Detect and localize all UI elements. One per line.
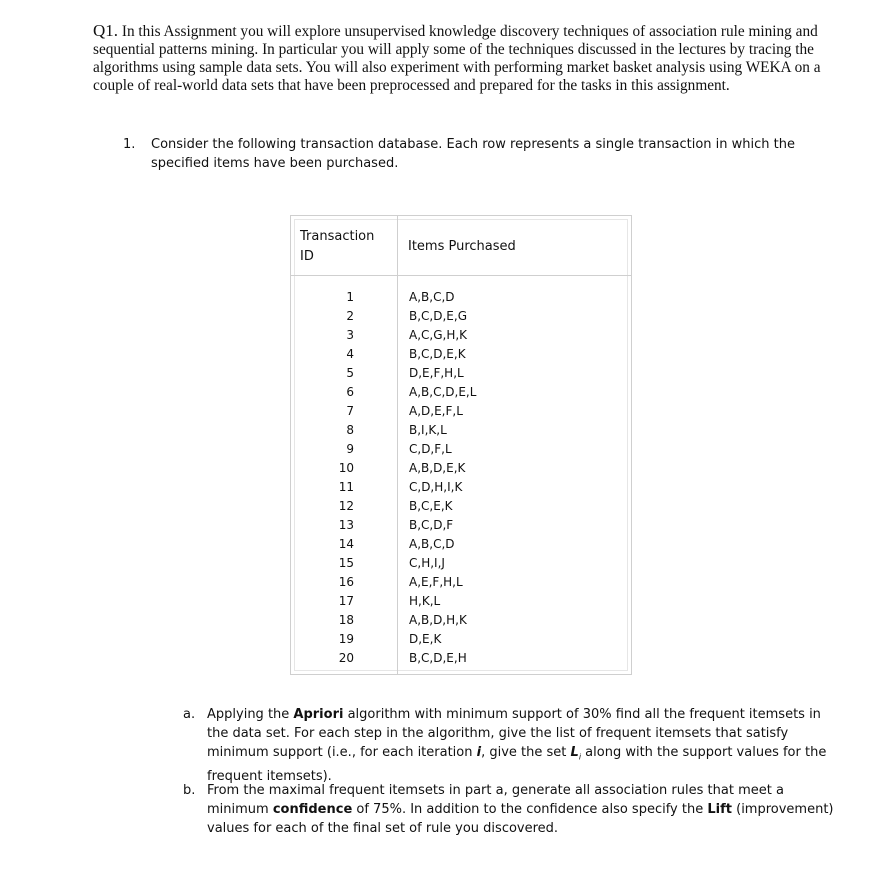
transaction-id-cell: 14 (338, 537, 354, 551)
items-column (409, 288, 476, 668)
transaction-id-column (310, 288, 354, 668)
item-1-number: 1. (123, 137, 136, 152)
items-cell: D,E,F,H,L (409, 366, 464, 380)
items-cell: B,C,D,E,K (409, 347, 466, 361)
items-cell: A,C,G,H,K (409, 328, 468, 342)
part-a-label: a. (183, 707, 196, 722)
items-cell: B,I,K,L (409, 423, 447, 437)
header-divider (290, 275, 632, 276)
transaction-id-cell: 20 (338, 651, 354, 665)
items-cell: A,B,D,H,K (409, 613, 467, 627)
transaction-id-cell: 19 (338, 632, 354, 646)
question-intro (93, 22, 833, 95)
items-cell: B,C,D,F (409, 518, 454, 532)
items-cell: C,H,I,J (409, 556, 445, 570)
transaction-id-cell: 11 (338, 480, 354, 494)
lift-term: Lift (707, 802, 732, 817)
transaction-id-cell: 15 (338, 556, 354, 570)
transaction-id-cell: 6 (346, 385, 354, 399)
set-l: L (570, 745, 579, 760)
items-cell: A,B,C,D (409, 537, 455, 551)
items-cell: B,C,D,E,G (409, 309, 467, 323)
item-1-text: Consider the following transaction database. Each row represents a single transaction in which the specified items have been purchased. (151, 137, 795, 171)
transaction-id-cell: 9 (346, 442, 354, 456)
part-b-label: b. (183, 783, 196, 798)
transaction-id-cell: 4 (346, 347, 354, 361)
column-divider (397, 215, 398, 675)
transaction-id-cell: 10 (338, 461, 354, 475)
transaction-table (290, 215, 632, 675)
items-cell: H,K,L (409, 594, 441, 608)
items-cell: A,B,C,D,E,L (409, 385, 477, 399)
items-cell: B,C,E,K (409, 499, 453, 513)
transaction-id-cell: 5 (346, 366, 354, 380)
transaction-id-cell: 2 (346, 309, 354, 323)
transaction-id-cell: 1 (346, 290, 354, 304)
items-cell: A,E,F,H,L (409, 575, 463, 589)
header-transaction-id: Transaction ID (300, 229, 375, 264)
question-intro-text: In this Assignment you will explore unsupervised knowledge discovery techniques of association rule mining and sequential patterns mining. In particular you will apply some of the techniques discussed in the lectures by tracing the algorithms using sample data sets. You will also experiment with performing market basket analysis using WEKA on a couple of real-world data sets that have been preprocessed and prepared for the tasks in this assignment. (93, 23, 821, 94)
items-cell: D,E,K (409, 632, 442, 646)
transaction-id-cell: 17 (338, 594, 354, 608)
items-cell: B,C,D,E,H (409, 651, 467, 665)
question-label: Q1. (93, 21, 119, 40)
transaction-id-cell: 8 (346, 423, 354, 437)
transaction-id-cell: 3 (346, 328, 354, 342)
transaction-id-cell: 12 (338, 499, 354, 513)
items-cell: C,D,H,I,K (409, 480, 463, 494)
items-cell: A,B,C,D (409, 290, 455, 304)
transaction-id-cell: 7 (346, 404, 354, 418)
apriori-term: Apriori (293, 707, 344, 722)
items-cell: A,B,D,E,K (409, 461, 466, 475)
items-cell: C,D,F,L (409, 442, 452, 456)
set-l-subscript: i (578, 752, 582, 762)
part-b-text: From the maximal frequent itemsets in part a, generate all association rules that meet a minimum confidence of 75%. In addition to the confidence also specify the Lift (improvement) values for each of the final set of rule you discovered. (207, 783, 834, 836)
part-a-text: Applying the Apriori algorithm with minimum support of 30% find all the frequent itemsets in the data set. For each step in the algorithm, give the list of frequent itemsets that satisfy minimum support (i.e., for each iteration i, give the set $L_i$ along with the support values for the frequent itemsets). (207, 707, 827, 784)
transaction-id-cell: 18 (338, 613, 354, 627)
items-cell: A,D,E,F,L (409, 404, 463, 418)
header-items-purchased: Items Purchased (408, 239, 516, 254)
transaction-id-cell: 13 (338, 518, 354, 532)
transaction-id-cell: 16 (338, 575, 354, 589)
iteration-i: i (476, 745, 482, 760)
confidence-term: confidence (272, 802, 353, 817)
